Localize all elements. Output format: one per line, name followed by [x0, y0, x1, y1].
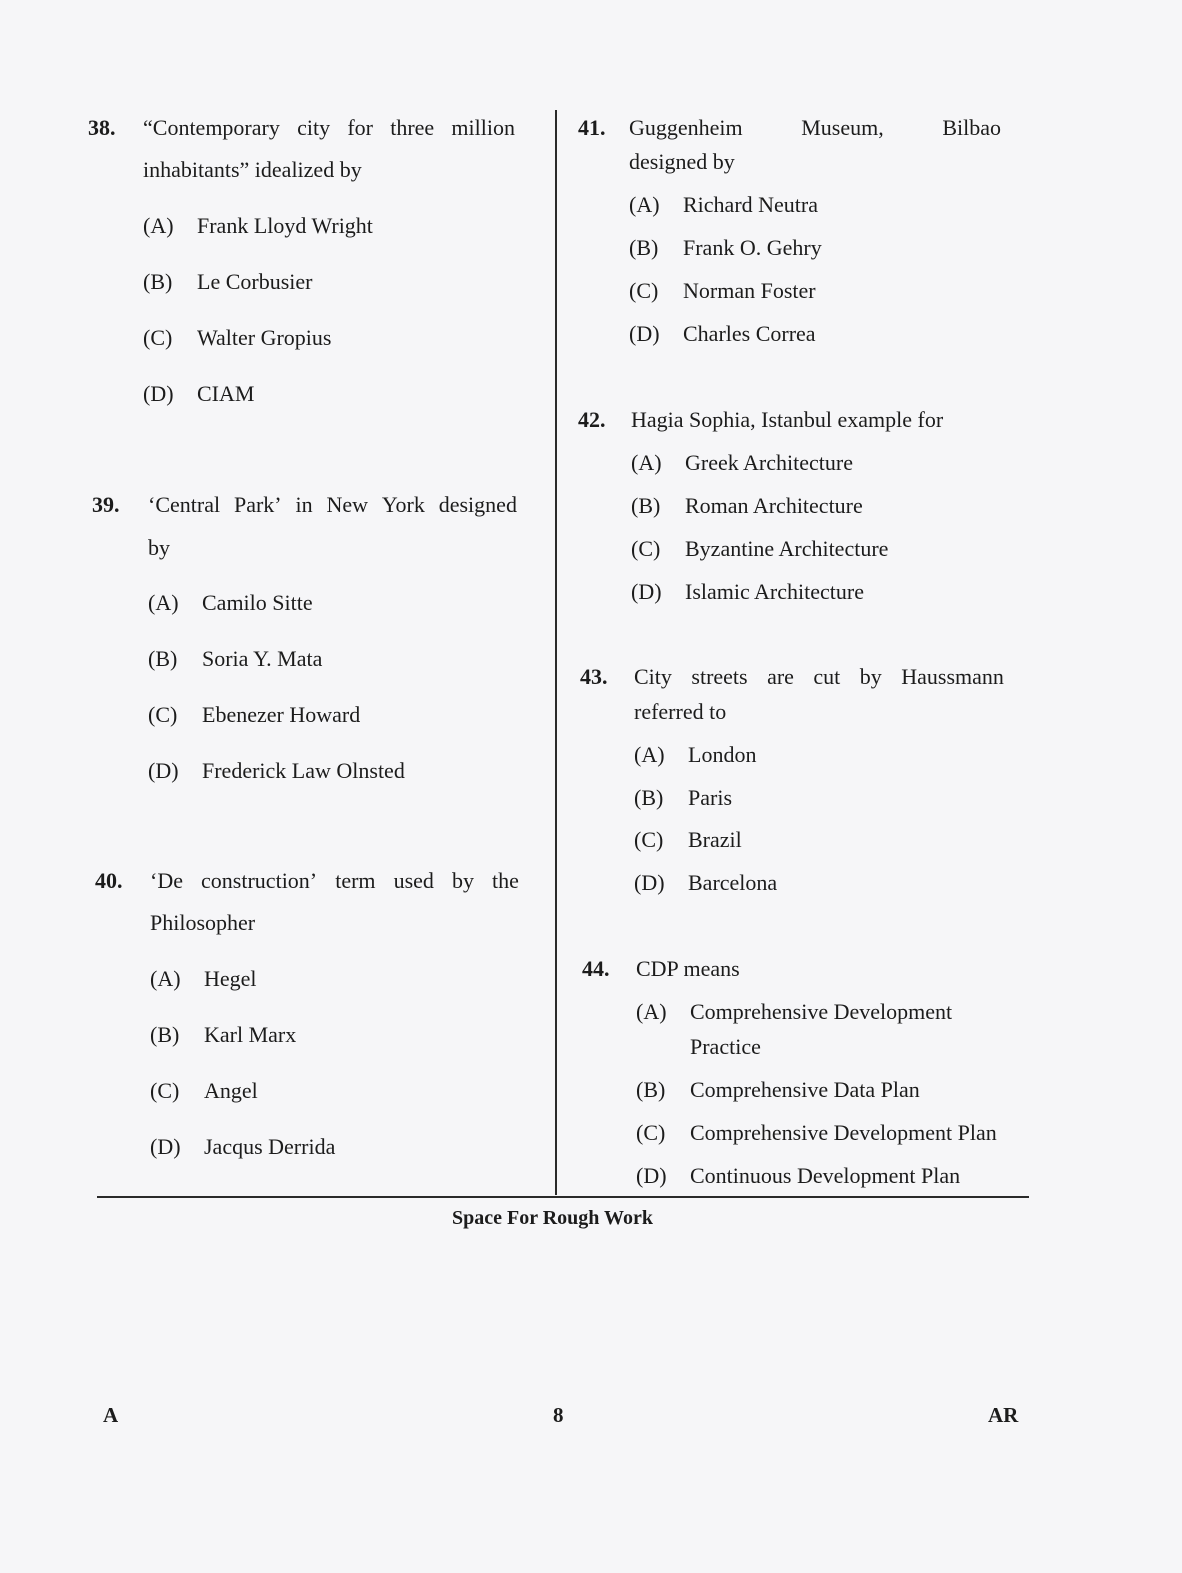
option-a: (A) Frank Lloyd Wright: [143, 213, 373, 238]
rough-work-label: Space For Rough Work: [452, 1207, 653, 1229]
option-b: (B) Karl Marx: [150, 1022, 297, 1047]
question-stem-line: Guggenheim Museum, Bilbao: [629, 115, 1001, 140]
question-stem-line: by: [148, 535, 170, 560]
column-divider: [555, 110, 557, 1195]
option-c: (C) Byzantine Architecture: [631, 536, 889, 561]
question-number: 40.: [95, 868, 123, 893]
question-stem-line: designed by: [629, 149, 735, 174]
stem-word: city: [297, 115, 331, 140]
bottom-rule: [97, 1196, 1029, 1198]
question-stem-line: CDP means: [636, 956, 740, 981]
option-d: (D) Frederick Law Olnsted: [148, 758, 405, 783]
question-stem-line: referred to: [634, 699, 727, 724]
footer-subject-code: AR: [988, 1403, 1019, 1427]
stem-word: for: [347, 115, 373, 140]
stem-word: “Contemporary: [143, 115, 280, 140]
stem-word: million: [451, 115, 515, 140]
option-d: (D) Barcelona: [634, 870, 778, 895]
option-d: (D) Continuous Development Plan: [636, 1163, 961, 1188]
footer-set-code: A: [103, 1403, 119, 1427]
option-c: (C) Angel: [150, 1078, 258, 1103]
question-stem-line: City streets are cut by Haussmann: [634, 664, 1004, 689]
option-d: (D) Jacqus Derrida: [150, 1134, 336, 1159]
option-a: (A) Camilo Sitte: [148, 590, 313, 615]
option-b: (B) Comprehensive Data Plan: [636, 1077, 920, 1102]
stem-word: three: [390, 115, 435, 140]
question-stem-line: Philosopher: [150, 910, 256, 935]
option-c: (C) Brazil: [634, 827, 742, 852]
question-number: 43.: [580, 664, 608, 689]
option-a: (A) Greek Architecture: [631, 450, 853, 475]
question-stem-line: ‘De construction’ term used by the: [150, 868, 519, 893]
question-number: 38.: [88, 115, 116, 140]
option-b: (B) Paris: [634, 785, 732, 810]
question-number: 42.: [578, 407, 606, 432]
option-a: (A) London: [634, 742, 757, 767]
question-number: 41.: [578, 115, 606, 140]
option-b: (B) Frank O. Gehry: [629, 235, 822, 260]
option-a: (A) Hegel: [150, 966, 257, 991]
question-stem-line: inhabitants” idealized by: [143, 157, 362, 182]
question-stem-line: Hagia Sophia, Istanbul example for: [631, 407, 944, 432]
option-b: (B) Roman Architecture: [631, 493, 863, 518]
option-d: (D) Islamic Architecture: [631, 579, 864, 604]
question-stem-line: ‘Central Park’ in New York designed: [148, 492, 517, 517]
question-number: 44.: [582, 956, 610, 981]
option-c: (C) Ebenezer Howard: [148, 702, 361, 727]
option-c: (C) Walter Gropius: [143, 325, 332, 350]
option-d: (D) CIAM: [143, 381, 255, 406]
page-number: 8: [553, 1403, 564, 1427]
option-a: (A) Richard Neutra: [629, 192, 818, 217]
option-c: (C) Norman Foster: [629, 278, 816, 303]
option-c: (C) Comprehensive Development Plan: [636, 1120, 997, 1145]
question-stem-line: [143, 115, 515, 141]
option-a: (A) Comprehensive Development: [636, 999, 953, 1024]
option-a-continuation: Practice: [690, 1034, 761, 1059]
question-number: 39.: [92, 492, 120, 517]
option-b: (B) Soria Y. Mata: [148, 646, 323, 671]
option-b: (B) Le Corbusier: [143, 269, 313, 294]
option-d: (D) Charles Correa: [629, 321, 816, 346]
